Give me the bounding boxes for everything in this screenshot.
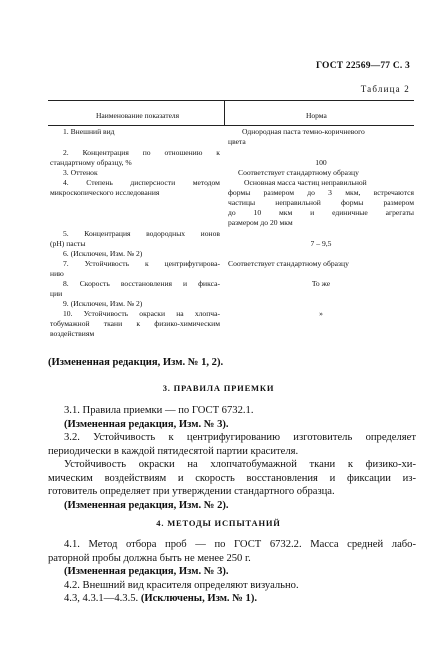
table-row-3-label: 3. Оттенок: [63, 168, 98, 177]
table-row-7-value: Соответствует стандартному образцу: [228, 259, 349, 268]
section-3-title: 3. ПРАВИЛА ПРИЕМКИ: [162, 383, 275, 393]
section-3-paragraph-2: 3.2. Устойчивость к центрифугированию изготовитель определяет периодически в каждой пятидесятой партии красителя.: [48, 432, 416, 457]
section-3-paragraph-1: 3.1. Правила приемки — по ГОСТ 6732.1. (Измененная редакция, Изм. № 3).: [64, 405, 254, 430]
table-row-7-label: 7. Устойчивость к центрифугирова- нию: [50, 259, 220, 278]
table-row-4-label: 4. Степень дисперсности методом микроскопического исследования: [50, 178, 220, 197]
table-row-10-value: »: [319, 309, 323, 318]
table-row-8-label: 8. Скорость восстановления и фикса- ции: [50, 279, 220, 298]
table-col1-header: Наименование показателя: [96, 111, 180, 120]
table-row-5-label: 5. Концентрация водородных ионов (рН) пасты: [50, 229, 220, 248]
table-row-9-label: 9. (Исключен, Изм. № 2): [63, 299, 143, 308]
table-col2-header: Норма: [306, 111, 327, 120]
table-row-2-value: 100: [315, 158, 327, 167]
table-row-6-label: 6. (Исключен, Изм. № 2): [63, 249, 143, 258]
section-4-paragraph-3: 4.3, 4.3.1—4.3.5. (Исключены, Изм. № 1).: [64, 593, 257, 604]
table-row-3-value: Соответствует стандартному образцу: [238, 168, 359, 177]
table-row-5-value: 7 – 9,5: [310, 239, 332, 248]
table-row-10-label: 10. Устойчивость окраски на хлопча- тобумажной ткани к физико-химическим воздействиям: [50, 309, 220, 338]
table-amendment-note: (Измененная редакция, Изм. № 1, 2).: [48, 357, 224, 368]
page-header: ГОСТ 22569—77 С. 3: [316, 61, 410, 71]
table-row-2-label: 2. Концентрация по отношению к стандартному образцу, %: [50, 148, 220, 167]
table-row-1-value: Однородная паста темно-коричневого цвета: [228, 127, 365, 146]
table-caption: Таблица 2: [360, 84, 410, 94]
table-header-divider: [224, 100, 225, 125]
section-4-title: 4. МЕТОДЫ ИСПЫТАНИЙ: [156, 518, 281, 528]
table-row-4-value: Основная масса частиц неправильной формы размером до 3 мкм, встречаются частицы неправильной формы размером до 10 мкм и единичные агрегаты размером до 20 мкм: [228, 178, 414, 227]
table-row-1-label: 1. Внешний вид: [63, 127, 115, 136]
table-header-rule: [48, 125, 414, 126]
section-3-paragraph-3: Устойчивость окраски на хлопчатобумажной ткани к физико-хи- мическим воздействиям и скорость восстановления и фиксации из- готовитель определяет при утверждении стандартного образца. (Измененная редакция, Изм. № 2).: [48, 459, 416, 511]
table-row-8-value: То же: [311, 279, 331, 288]
table-top-rule: [48, 100, 414, 101]
section-4-paragraph-1: 4.1. Метод отбора проб — по ГОСТ 6732.2. Масса средней лабо- раторной пробы должна быть не менее 250 г. (Измененная редакция, Изм. № 3). 4.2. Внешний вид красителя определяют визуально. 4.3, 4.3.1—4.3.5. (Исключены, Изм. № 1).: [48, 539, 416, 604]
